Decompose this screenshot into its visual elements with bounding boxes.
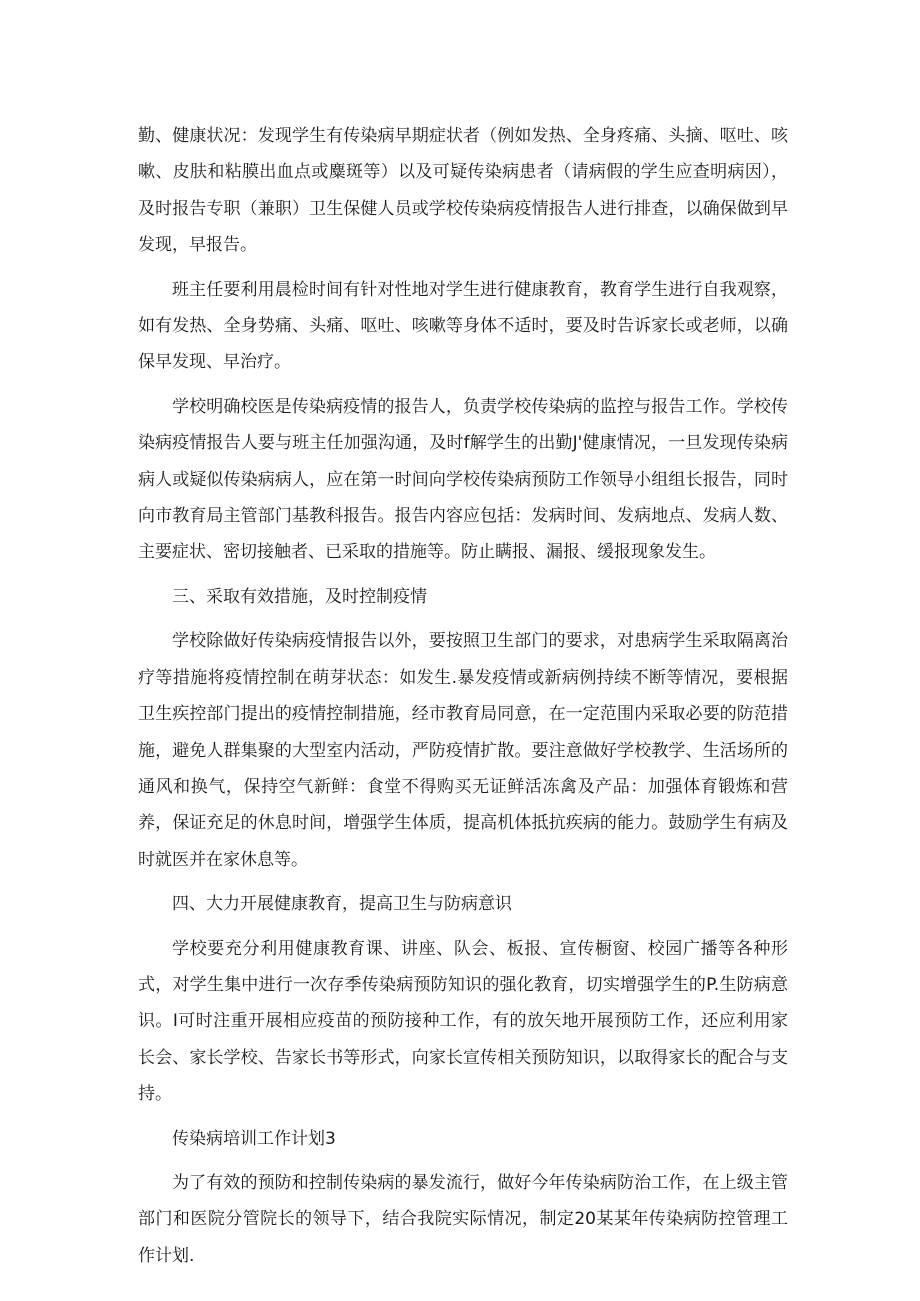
paragraph-control-measures: 学校除做好传染病疫情报告以外，要按照卫生部门的要求，对患病学生采取隔离治疗等措施将疫情控制在萌芽状态：如发生.暴发疫情或新病例持续不断等情况，要根据卫生疾控部门提出的疫情控制措施，经市教育局同意，在一定范围内采取必要的防范措施，避免人群集聚的大型室内活动，严防疫情扩散。要注意做好学校教学、生活场所的通风和换气，保持空气新鲜：食堂不得购买无证鲜活冻禽及产品：加强体育锻炼和营养，保证充足的休息时间，增强学生体质，提高机体抵抗疾病的能力。鼓励学生有病及时就医并在家休息等。: [138, 631, 788, 870]
plan-title-3: 传染病培训工作计划3: [172, 1128, 336, 1149]
document-body: [138, 118, 788, 1282]
paragraph-school-doctor-report: 学校明确校医是传染病疫情的报告人，负责学校传染病的监控与报告工作。学校传染病疫情报告人要与班主任加强沟通，及时f解学生的出勤J'健康情况，一旦发现传染病病人或疑似传染病病人，应在第一时间向学校传染病预防工作领导小组组长报告，同时向市教育局主管部门基教科报告。报告内容应包括：发病时间、发病地点、发病人数、主要症状、密切接触者、已采取的措施等。防止瞒报、漏报、缓报现象发生。: [138, 396, 788, 563]
paragraph-health-education: 学校要充分利用健康教育课、讲座、队会、板报、宣传橱窗、校园广播等各种形式，对学生集中进行一次存季传染病预防知识的强化教育，切实增强学生的P.生防病意识。I可时注重开展相应疫苗的预防接种工作，有的放矢地开展预防工作，还应利用家长会、家长学校、告家长书等形式，向家长宣传相关预防知识，以取得家长的配合与支持。: [138, 938, 788, 1105]
section-heading-3: 三、采取有效措施，及时控制疫情: [172, 586, 427, 607]
paragraph-health-status: 勤、健康状况：发现学生有传染病早期症状者（例如发热、全身疼痛、头摘、呕吐、咳嗽、皮肤和粘膜出血点或麋斑等）以及可疑传染病患者（请病假的学生应查明病因），及时报告专职（兼职）卫生保健人员或学校传染病疫情报告人进行排查，以确保做到早发现，早报告。: [138, 126, 788, 256]
paragraph-morning-check: 班主任要利用晨检时间有针对性地对学生进行健康教育，教育学生进行自我观察，如有发热、全身势痛、头痛、呕吐、咳嗽等身体不适时，要及时告诉家长或老师，以确保早发现、早治疗。: [138, 279, 788, 373]
section-heading-4: 四、大力开展健康教育，提高卫生与防病意识: [172, 894, 512, 915]
paragraph-plan-intro: 为了有效的预防和控制传染病的暴发流行，做好今年传染病防治工作，在上级主管部门和医院分管院长的领导下，结合我院实际情况，制定20某某年传染病防控管理工作计划.: [138, 1172, 788, 1266]
